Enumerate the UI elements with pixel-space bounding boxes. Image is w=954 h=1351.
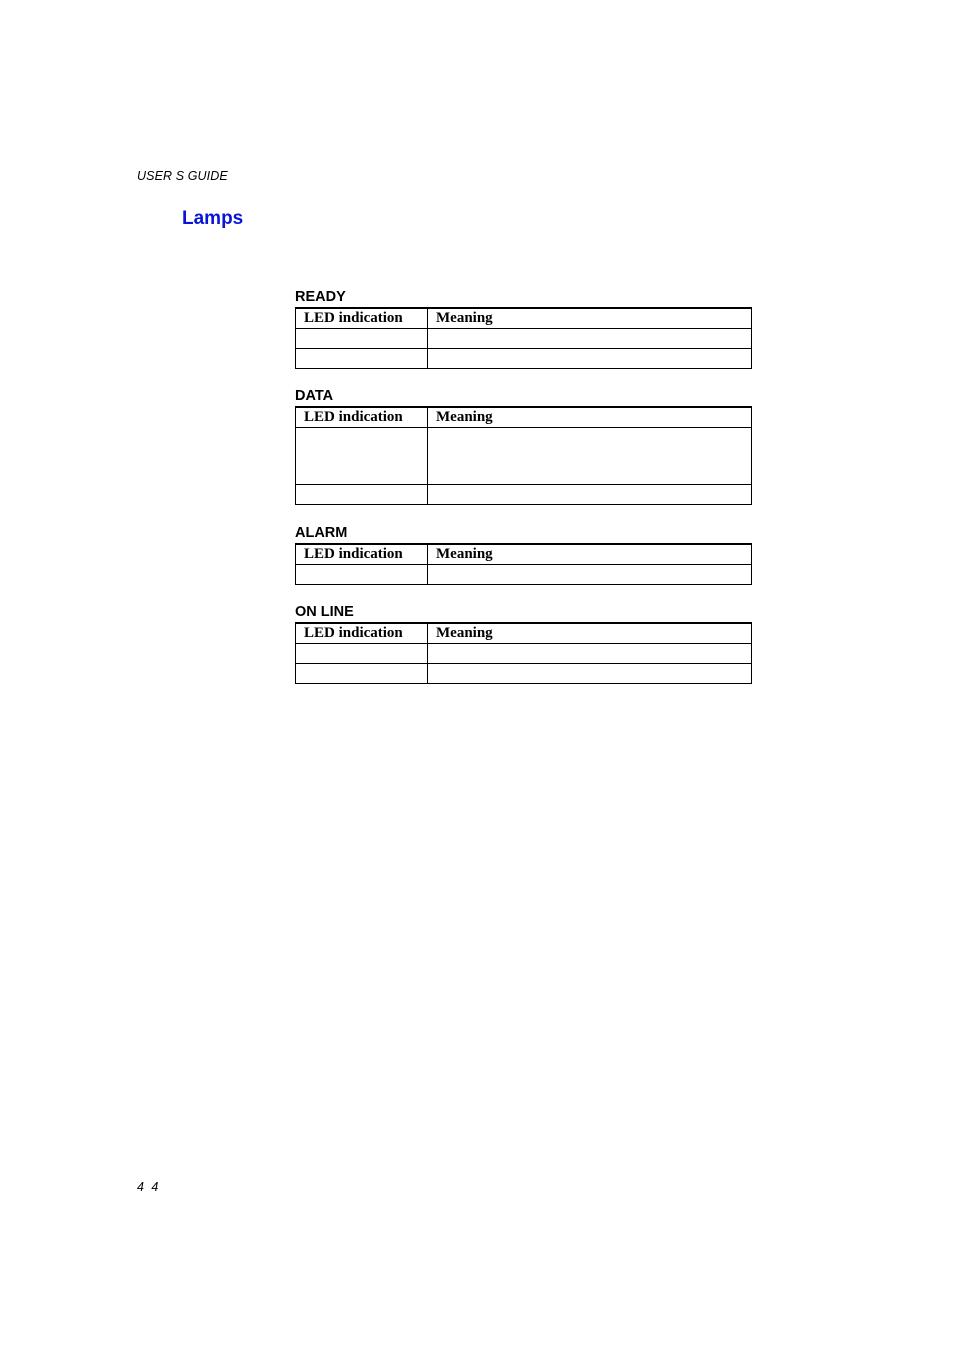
meaning-cell [428, 349, 752, 369]
data-heading: DATA [295, 388, 334, 404]
meaning-cell [428, 485, 752, 505]
meaning-cell [428, 428, 752, 485]
meaning-cell [428, 644, 752, 664]
led-indication-cell [296, 349, 428, 369]
led-indication-header: LED indication [296, 407, 428, 428]
meaning-header: Meaning [428, 308, 752, 329]
table-header-row [296, 407, 752, 428]
table-header-row [296, 308, 752, 329]
meaning-cell [428, 565, 752, 585]
data-table [295, 406, 752, 505]
led-indication-header: LED indication [296, 544, 428, 565]
led-indication-cell [296, 644, 428, 664]
table-header-row [296, 623, 752, 644]
table-row [296, 644, 752, 664]
online-table [295, 622, 752, 684]
led-indication-header: LED indication [296, 308, 428, 329]
meaning-header: Meaning [428, 407, 752, 428]
table-row [296, 565, 752, 585]
online-lamp-block [295, 604, 751, 684]
online-heading: ON LINE [295, 604, 354, 620]
table-row [296, 428, 752, 485]
alarm-table [295, 543, 752, 585]
table-row [296, 485, 752, 505]
table-row [296, 349, 752, 369]
meaning-cell [428, 664, 752, 684]
table-row [296, 664, 752, 684]
alarm-heading: ALARM [295, 525, 348, 541]
table-header-row [296, 544, 752, 565]
led-indication-cell [296, 428, 428, 485]
alarm-lamp-block [295, 525, 751, 585]
section-title: Lamps [182, 208, 244, 229]
led-indication-cell [296, 485, 428, 505]
led-indication-cell [296, 565, 428, 585]
table-row [296, 329, 752, 349]
page-number: 4 4 [137, 1180, 159, 1194]
meaning-header: Meaning [428, 544, 752, 565]
running-header: USER S GUIDE [137, 169, 228, 183]
ready-table [295, 307, 752, 369]
ready-lamp-block [295, 289, 751, 369]
meaning-cell [428, 329, 752, 349]
led-indication-cell [296, 664, 428, 684]
led-indication-cell [296, 329, 428, 349]
meaning-header: Meaning [428, 623, 752, 644]
ready-heading: READY [295, 289, 346, 305]
led-indication-header: LED indication [296, 623, 428, 644]
data-lamp-block [295, 388, 751, 505]
